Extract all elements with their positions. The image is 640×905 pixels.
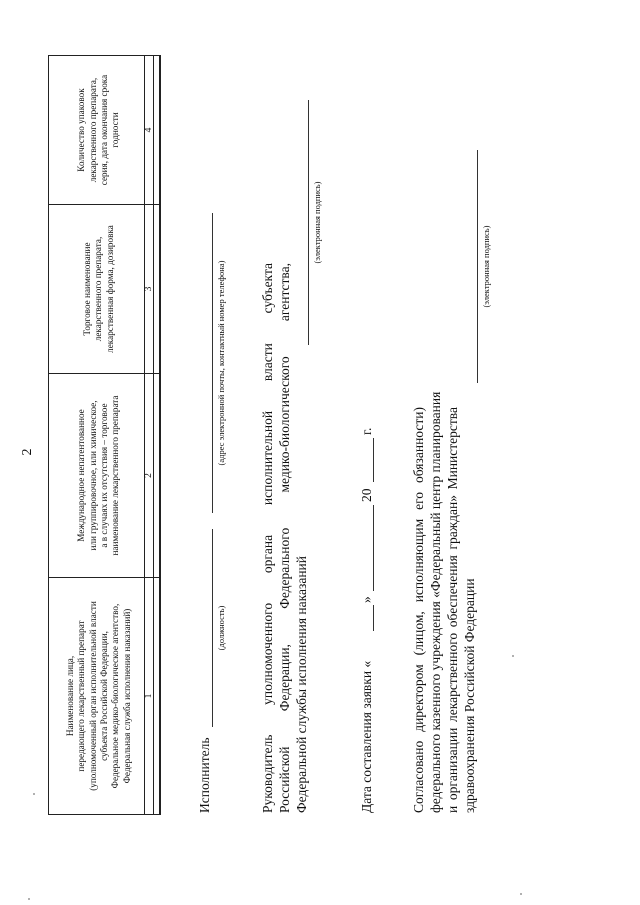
header-line: субъекта Российской Федерации,: [99, 631, 109, 761]
header-line: серия, дата окончания срока: [99, 74, 109, 186]
performer-contact-caption: (адрес электронной почты, контактный номер телефона): [216, 260, 226, 466]
head-title-line: Руководитель уполномоченного органа исполнительной власти субъекта: [260, 263, 275, 813]
head-signature-line: [308, 100, 309, 345]
scan-speck: [512, 655, 514, 657]
performer-contact-line: [212, 213, 213, 513]
request-year-suffix: г.: [359, 427, 374, 435]
header-line: лекарственного препарата,: [87, 77, 98, 183]
performer-position-line: [212, 529, 213, 727]
request-date-close-quote: »: [359, 596, 374, 603]
header-line: передающего лекарственный препарат: [76, 620, 87, 772]
header-line: или группировочное, или химическое,: [87, 400, 98, 551]
request-day-line: [373, 605, 374, 631]
request-date-label: Дата составления заявки «: [359, 660, 374, 813]
header-line: Наименование лица,: [65, 655, 76, 737]
header-line: лекарственного препарата,: [93, 236, 104, 342]
column-number: 1: [144, 693, 154, 699]
approval-line: здравоохранения Российской Федерации: [462, 578, 477, 813]
approval-signature-line: [477, 150, 478, 383]
header-line: (уполномоченный орган исполнительной власти: [87, 601, 98, 791]
performer-label: Исполнитель: [197, 737, 212, 813]
table-header-inn: [54, 374, 144, 577]
header-line: Количество упаковок: [76, 88, 87, 172]
head-signature-caption: (электронная подпись): [312, 181, 322, 264]
table-header-sender: [54, 578, 144, 814]
transfer-table: [48, 55, 161, 815]
request-year-line: [373, 438, 374, 482]
request-month-line: [373, 505, 374, 591]
table-bottom-border: [159, 55, 161, 815]
approval-line: федерального казенного учреждения «Федеральный центр планирования: [428, 391, 443, 813]
scan-speck: [28, 898, 30, 900]
performer-position-caption: (должность): [216, 605, 226, 651]
column-number: 2: [144, 473, 154, 478]
header-line: лекарственная форма, дозировка: [104, 225, 115, 353]
column-number: 3: [144, 286, 154, 292]
table-header-quantity: [54, 56, 144, 204]
request-year-prefix: 20: [359, 488, 374, 502]
table-header-trade-name: [54, 205, 144, 373]
header-line: а в случаях их отсутствия – торговое: [99, 403, 109, 548]
scan-speck: [33, 793, 35, 795]
approval-signature-caption: (электронная подпись): [481, 225, 491, 308]
approval-line: Согласовано директором (лицом, исполняющим его обязанности): [411, 407, 426, 813]
header-line: Международное непатентованное: [76, 409, 87, 542]
header-line: Федеральное медико-биологическое агентство,: [110, 603, 121, 789]
header-line: наименование лекарственного препарата: [110, 395, 121, 556]
table-top-border: [48, 55, 49, 815]
head-title-line: Российской Федерации, Федерального медико-биологического агентства,: [277, 263, 292, 813]
approval-line: и организации лекарственного обеспечения граждан» Министерства: [445, 407, 460, 813]
column-number: 4: [144, 127, 154, 133]
head-title-line: Федеральной службы исполнения наказаний: [294, 556, 309, 813]
page-number: 2: [20, 448, 35, 456]
scan-speck: [520, 893, 522, 895]
header-line: годности: [110, 112, 121, 148]
table-left-border: [48, 814, 161, 815]
header-line: Торговое наименование: [82, 242, 93, 336]
header-line: Федеральная служба исполнения наказаний): [121, 608, 132, 784]
